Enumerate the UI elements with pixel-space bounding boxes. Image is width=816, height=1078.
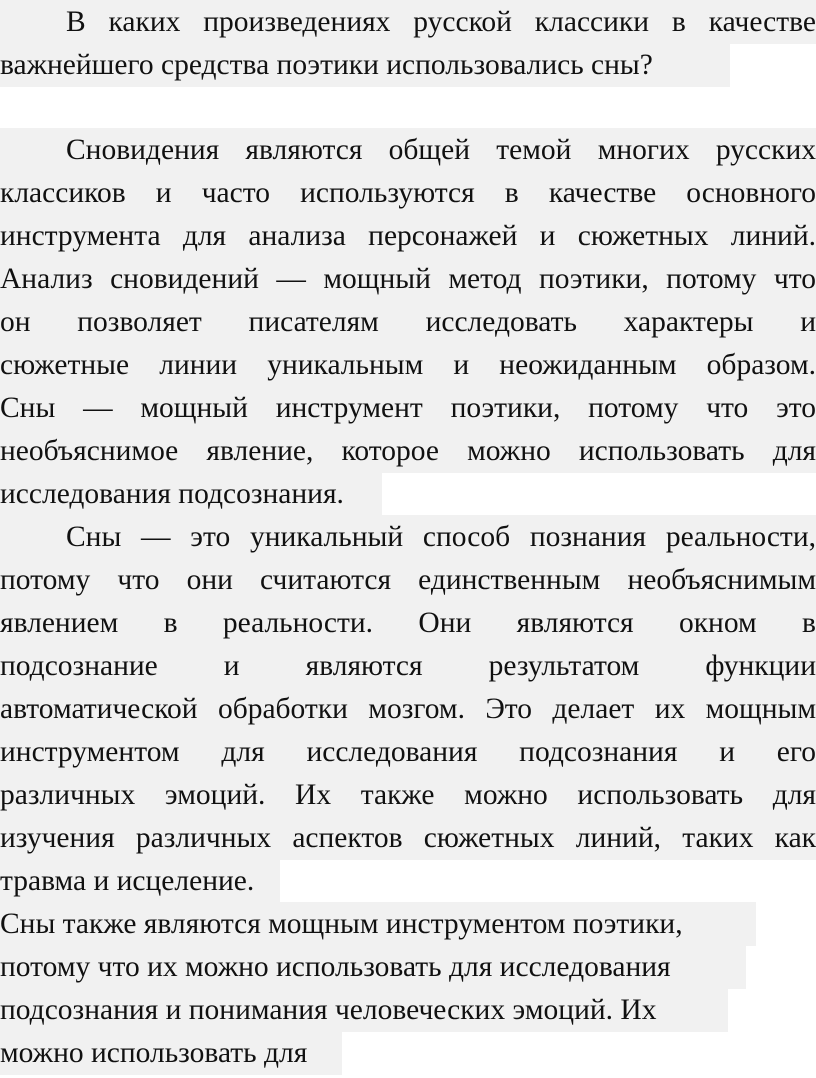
paragraph-3-line-3: подсознания и понимания человеческих эмоций. Их <box>0 988 728 1032</box>
paragraph-1-line-7: Сны — мощный инструмент поэтики, потому что это <box>0 386 816 430</box>
paragraph-1-line-6: сюжетные линии уникальным и неожиданным образом. <box>0 343 816 387</box>
paragraph-2-line-3: явлением в реальности. Они являются окном в <box>0 601 816 645</box>
paragraph-3-line-2: потому что их можно использовать для исследования <box>0 945 746 989</box>
paragraph-1-line-3: инструмента для анализа персонажей и сюжетных линий. <box>0 214 816 258</box>
question-line-1: В каких произведениях русской классики в качестве <box>0 0 816 44</box>
paragraph-2-line-8: изучения различных аспектов сюжетных линий, таких как <box>0 816 816 860</box>
paragraph-1-line-1: Сновидения являются общей темой многих русских <box>0 128 816 172</box>
paragraph-2-line-9: травма и исцеление. <box>0 859 280 903</box>
paragraph-2-line-6: инструментом для исследования подсознания и его <box>0 730 816 774</box>
paragraph-2-line-2: потому что они считаются единственным необъяснимым <box>0 558 816 602</box>
paragraph-3-line-4: можно использовать для <box>0 1031 342 1075</box>
paragraph-2-line-5: автоматической обработки мозгом. Это делает их мощным <box>0 687 816 731</box>
paragraph-2-line-4: подсознание и являются результатом функции <box>0 644 816 688</box>
paragraph-1-line-8: необъяснимое явление, которое можно использовать для <box>0 429 816 473</box>
paragraph-2-line-7: различных эмоций. Их также можно использовать для <box>0 773 816 817</box>
paragraph-3-line-1: Сны также являются мощным инструментом поэтики, <box>0 902 756 946</box>
question-line-2: важнейшего средства поэтики использовались сны? <box>0 43 730 87</box>
paragraph-1-line-2: классиков и часто используются в качестве основного <box>0 171 816 215</box>
paragraph-1-line-5: он позволяет писателям исследовать характеры и <box>0 300 816 344</box>
paragraph-1-line-9: исследования подсознания. <box>0 472 382 516</box>
paragraph-1-line-4: Анализ сновидений — мощный метод поэтики, потому что <box>0 257 816 301</box>
paragraph-2-line-1: Сны — это уникальный способ познания реальности, <box>0 515 816 559</box>
